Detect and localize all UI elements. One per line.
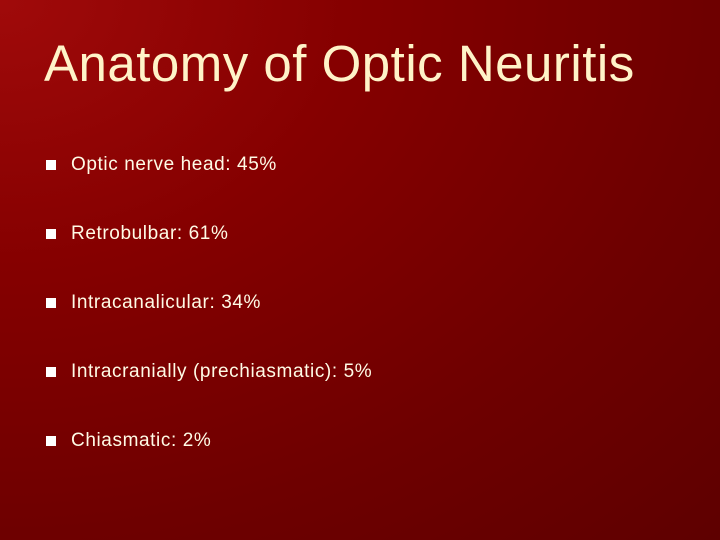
square-bullet-icon	[46, 367, 56, 377]
bullet-text: Intracanalicular: 34%	[71, 291, 262, 313]
slide-title: Anatomy of Optic Neuritis	[44, 35, 635, 92]
square-bullet-icon	[46, 229, 56, 239]
square-bullet-icon	[46, 298, 56, 308]
bullet-item-chiasmatic	[46, 406, 372, 475]
bullet-text: Retrobulbar: 61%	[71, 222, 229, 244]
bullet-text: Intracranially (prechiasmatic): 5%	[71, 360, 373, 382]
bullet-text: Chiasmatic: 2%	[71, 429, 212, 451]
square-bullet-icon	[46, 160, 56, 170]
bullet-text: Optic nerve head: 45%	[71, 153, 277, 175]
bullet-item-intracranially	[46, 337, 372, 406]
bullet-item-intracanalicular	[46, 268, 372, 337]
bullet-item-optic-nerve-head	[46, 130, 372, 199]
bullet-list	[46, 130, 372, 475]
square-bullet-icon	[46, 436, 56, 446]
bullet-item-retrobulbar	[46, 199, 372, 268]
